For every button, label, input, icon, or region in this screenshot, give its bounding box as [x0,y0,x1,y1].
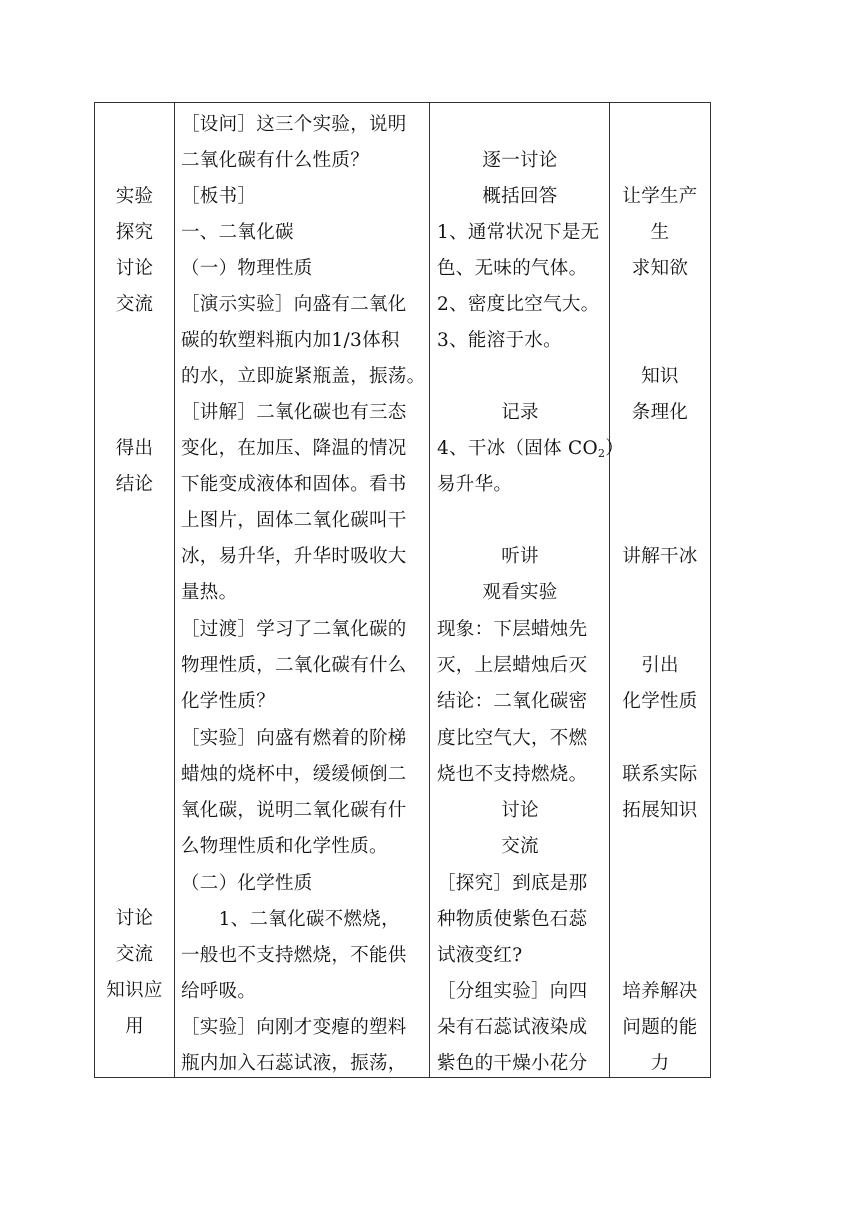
intent-text: 让学生产 [622,186,698,207]
student-text: 紫色的干燥小花分 [437,1053,588,1074]
student-text: 4、干冰（固体 $CO_2$） [437,438,625,460]
student-text: 种物质使紫色石蕊 [437,909,588,930]
student-text: 度比空气大，不燃 [437,728,588,749]
teacher-activity-column [175,103,429,1077]
stage-text: 探究 [115,222,154,243]
stage-text: 用 [125,1016,144,1037]
student-text: 试液变红? [437,945,523,966]
teacher-text: 么物理性质和化学性质。 [181,836,388,857]
design-intent-column [610,103,710,1077]
stage-text: 交流 [115,944,154,965]
stage-text: 实验 [115,186,154,207]
teacher-text: （二）化学性质 [181,873,313,894]
intent-text: 化学性质 [622,691,698,712]
teacher-text: ［讲解］二氧化碳也有三态 [181,402,407,423]
student-text: 现象：下层蜡烛先 [437,619,588,640]
teacher-text: ［演示实验］向盛有二氧化 [181,294,407,315]
student-text: 概括回答 [482,186,558,207]
student-text: 结论：二氧化碳密 [437,691,588,712]
teacher-text: 瓶内加入石蕊试液，振荡， [181,1053,407,1074]
teacher-text: 蜡烛的烧杯中，缓缓倾倒二 [181,764,407,785]
stage-text: 讨论 [115,908,154,929]
teacher-text: 物理性质，二氧化碳有什么 [181,655,407,676]
teacher-text: 二氧化碳有什么性质？ [181,150,370,171]
teacher-text: 变化，在加压、降温的情况 [181,438,407,459]
student-text: 讨论 [501,800,539,821]
teacher-text: 1、二氧化碳不燃烧， [181,909,400,930]
teacher-text: 的水，立即旋紧瓶盖，振荡。 [181,366,426,387]
intent-text: 拓展知识 [622,800,698,821]
teacher-text: ［设问］这三个实验，说明 [181,114,407,135]
intent-text: 讲解干冰 [622,546,698,567]
intent-text: 问题的能 [622,1017,698,1038]
teacher-text: （一）物理性质 [181,258,313,279]
teacher-text: 量热。 [181,582,238,603]
teacher-text: 一般也不支持燃烧，不能供 [181,945,407,966]
intent-text: 力 [650,1053,670,1074]
student-text: 3、能溶于水。 [437,330,562,351]
student-text: 色、无味的气体。 [437,258,588,279]
intent-text: 联系实际 [622,764,698,785]
lesson-plan-table [94,102,711,1078]
teacher-text: ［实验］向盛有燃着的阶梯 [181,728,407,749]
student-text: 观看实验 [482,582,558,603]
student-text: ［分组实验］向四 [437,981,588,1002]
student-text: 烧也不支持燃烧。 [437,764,588,785]
stage-text: 得出 [115,438,154,459]
intent-text: 求知欲 [631,258,689,279]
intent-text: 培养解决 [622,981,698,1002]
student-text: 交流 [501,836,539,857]
student-activity-column [430,103,625,1077]
student-text: 易升华。 [437,474,513,495]
teacher-text: ［过渡］学习了二氧化碳的 [181,619,407,640]
teacher-text: 上图片，固体二氧化碳叫干 [181,510,407,531]
student-text: ［探究］到底是那 [437,873,588,894]
teacher-text: 化学性质？ [181,691,276,712]
intent-text: 条理化 [631,402,689,423]
stage-text: 知识应 [106,980,163,1001]
student-text: 听讲 [501,546,539,567]
teacher-text: 碳的软塑料瓶内加1/3体积 [181,330,400,351]
student-text: 1、通常状况下是无 [437,222,600,243]
stage-column [95,103,174,1077]
student-text: 2、密度比空气大。 [437,294,600,315]
teacher-text: 冰，易升华，升华时吸收大 [181,546,407,567]
teacher-text: 一、二氧化碳 [181,222,294,243]
student-text: 逐一讨论 [482,150,558,171]
stage-text: 结论 [115,474,154,495]
student-text: 朵有石蕊试液染成 [437,1017,588,1038]
student-text: 记录 [501,402,539,423]
teacher-text: 氧化碳，说明二氧化碳有什 [181,800,407,821]
teacher-text: ［实验］向刚才变瘪的塑料 [181,1017,407,1038]
teacher-text: 给呼吸。 [181,981,257,1002]
stage-text: 讨论 [115,258,154,279]
stage-text: 交流 [115,294,154,315]
teacher-text: 下能变成液体和固体。看书 [181,474,407,495]
intent-text: 知识 [641,366,679,387]
teacher-text: ［板书］ [181,186,257,207]
student-text: 灭，上层蜡烛后灭 [437,655,588,676]
intent-text: 生 [650,222,670,243]
intent-text: 引出 [641,655,679,676]
